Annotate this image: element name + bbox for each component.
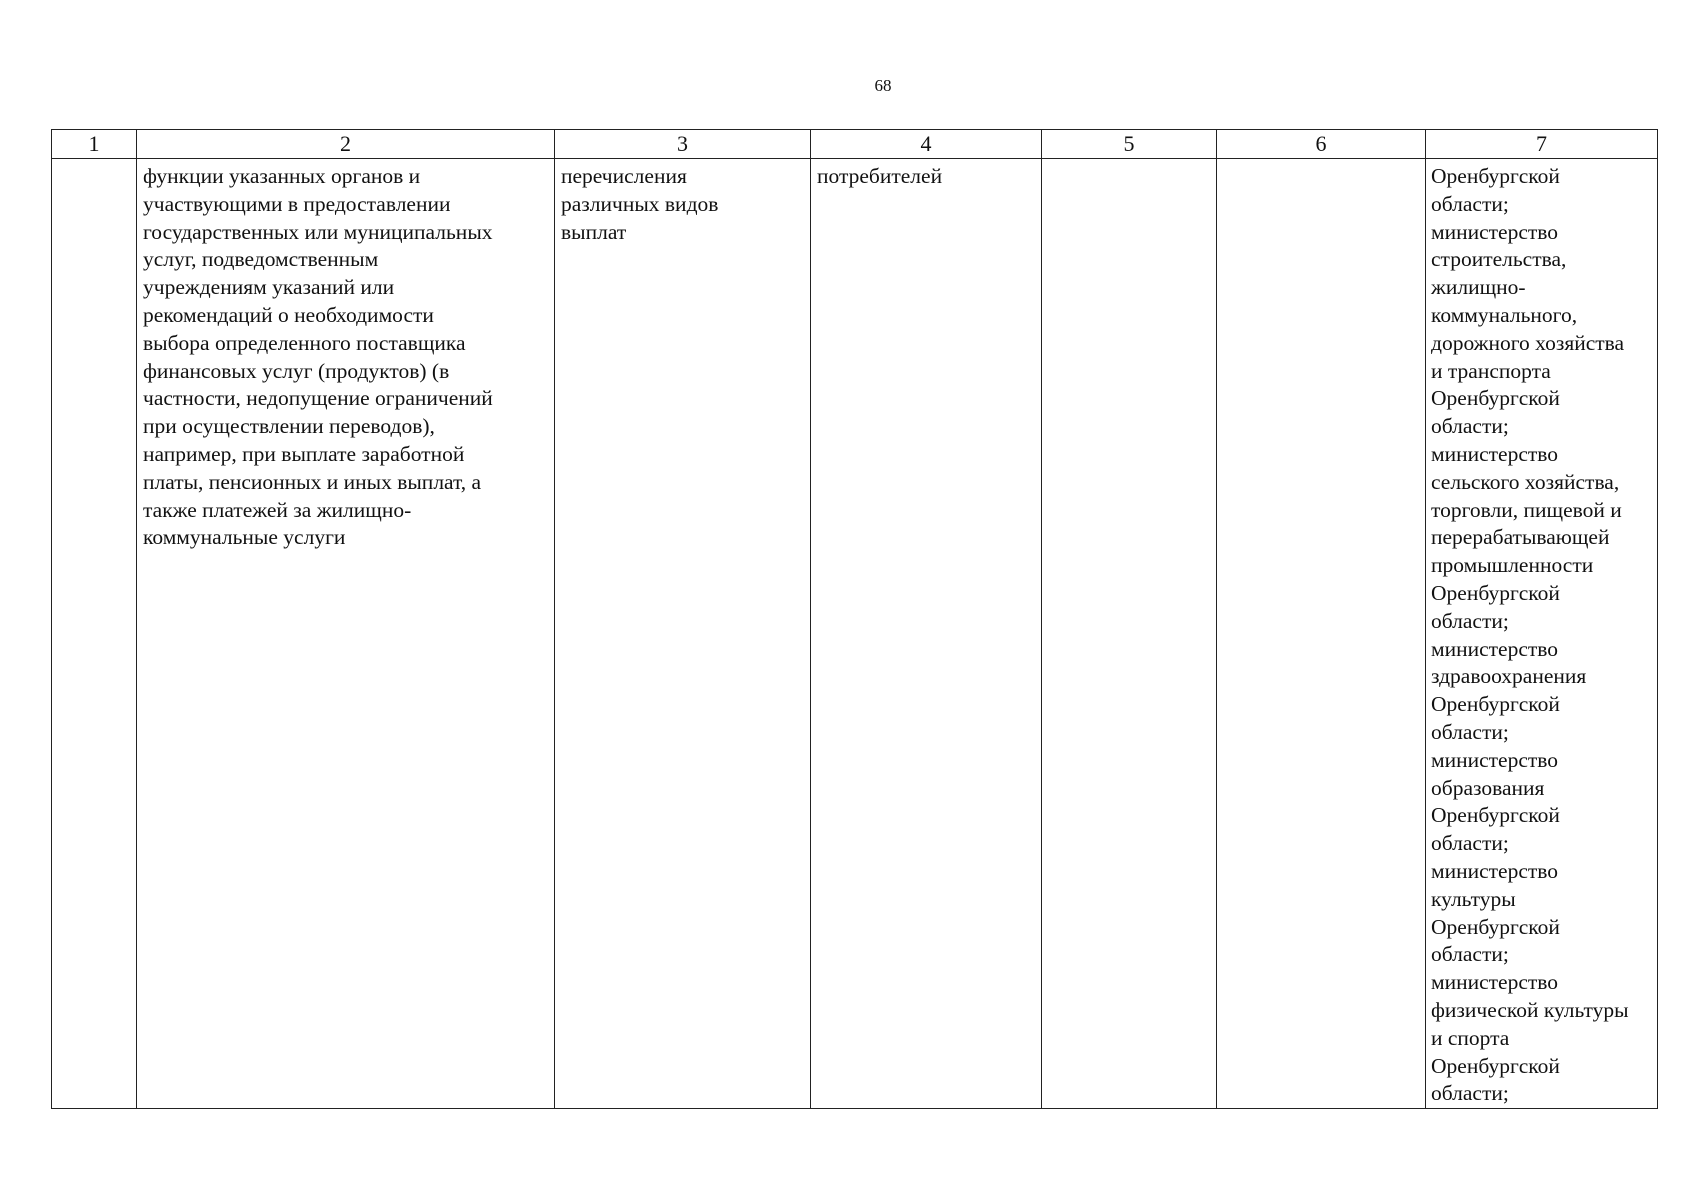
page-number: 68 <box>874 76 892 95</box>
cell-text-col-4: потребителей <box>817 164 943 188</box>
cell-col-6 <box>1217 159 1426 1109</box>
cell-text-col-1 <box>52 159 136 163</box>
cell-col-5 <box>1042 159 1217 1109</box>
cell-text-col-7: Оренбургской области; министерство строительства, жилищно- коммунального, дорожного хозяйства и транспорта Оренбургской области; министерство сельского хозяйства, торговли, пищевой и перерабатывающей промышленности Оренбургской области; министерство здравоохранения Оренбургской области; министерство образования Оренбургской области; министерство культуры Оренбургской области; министерство физической культуры и спорта Оренбургской области; <box>1431 164 1629 1106</box>
cell-col-7 <box>1426 159 1658 1109</box>
header-row <box>52 130 1658 159</box>
column-header-2: 2 <box>137 130 555 159</box>
column-header-3: 3 <box>555 130 811 159</box>
cell-text-col-5 <box>1042 159 1216 163</box>
cell-col-2 <box>137 159 555 1109</box>
table-row <box>52 159 1658 1109</box>
cell-col-1 <box>52 159 137 1109</box>
column-header-5: 5 <box>1042 130 1217 159</box>
column-header-6: 6 <box>1217 130 1426 159</box>
cell-col-3 <box>555 159 811 1109</box>
column-header-7: 7 <box>1426 130 1658 159</box>
cell-text-col-3: перечисления различных видов выплат <box>561 164 719 244</box>
column-header-1: 1 <box>52 130 137 159</box>
cell-text-col-6 <box>1217 159 1425 163</box>
data-table <box>51 129 1658 1109</box>
cell-col-4 <box>811 159 1042 1109</box>
column-header-4: 4 <box>811 130 1042 159</box>
cell-text-col-2: функции указанных органов и участвующими в предоставлении государственных или муниципальных услуг, подведомственным учреждениям указаний или рекомендаций о необходимости выбора определенного поставщика финансовых услуг (продуктов) (в частности, недопущение ограничений при осуществлении переводов), например, при выплате заработной платы, пенсионных и иных выплат, а также платежей за жилищно- коммунальные услуги <box>143 164 493 550</box>
